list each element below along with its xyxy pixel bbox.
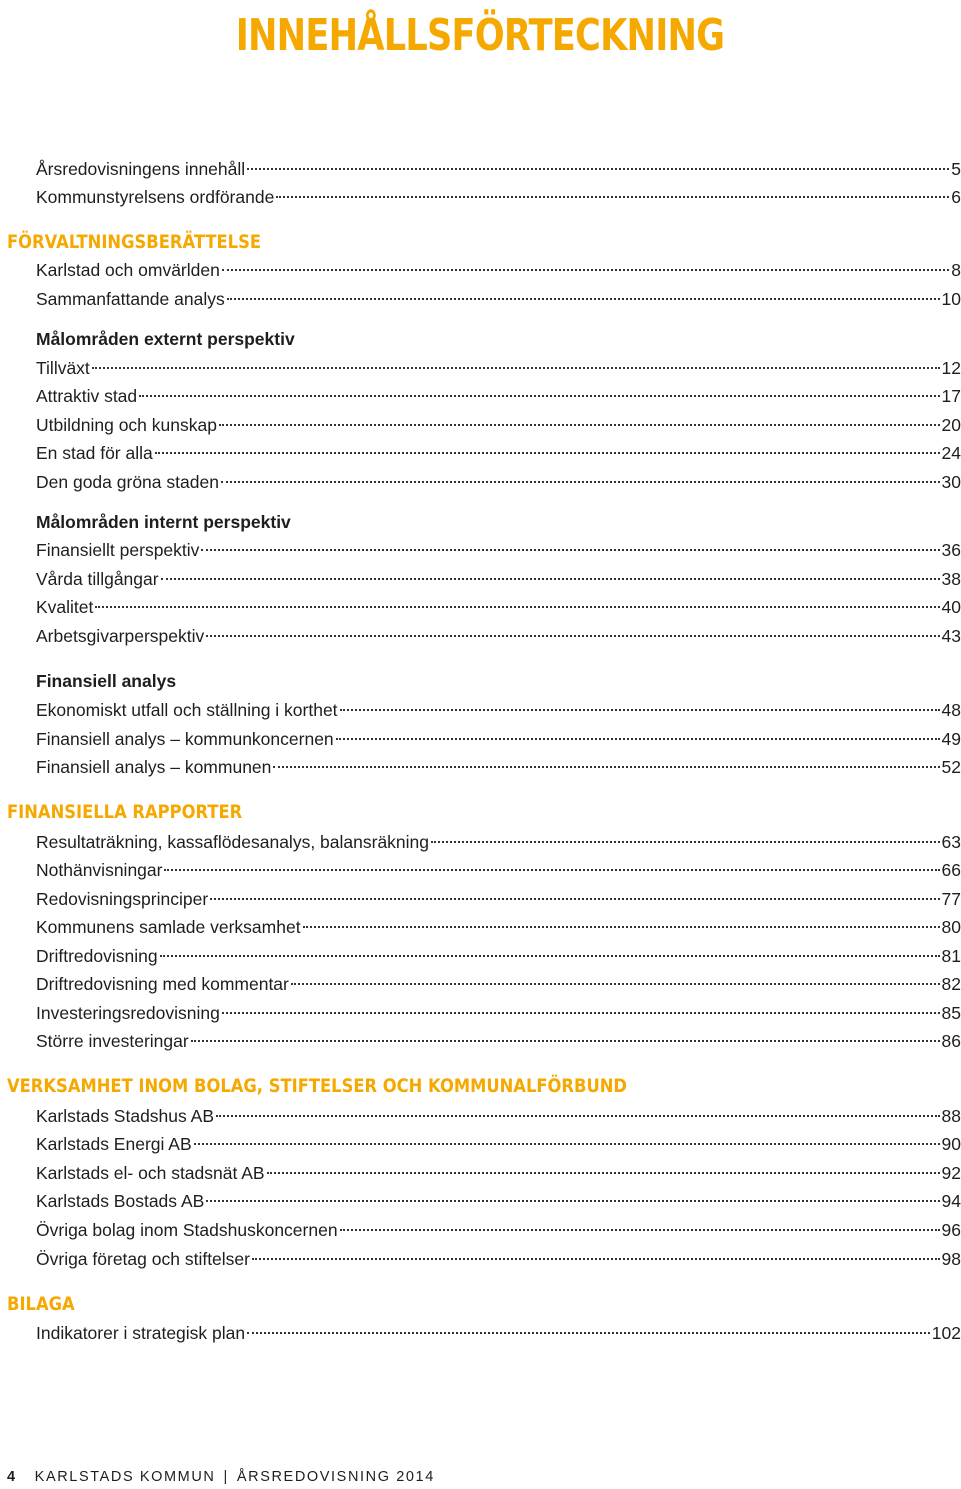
footer-page-number: 4 <box>7 1469 17 1485</box>
toc-entry-label: Övriga bolag inom Stadshuskoncernen <box>36 1220 338 1240</box>
toc-entry[interactable] <box>36 469 961 495</box>
toc-entry[interactable] <box>36 971 961 997</box>
toc-section-heading: FINANSIELLA RAPPORTER <box>7 801 243 823</box>
toc-entry[interactable] <box>36 156 961 182</box>
toc-subheading: Finansiell analys <box>36 671 177 691</box>
toc-page-number: 85 <box>941 1003 961 1023</box>
toc-entry[interactable] <box>36 286 961 312</box>
toc-page-number: 48 <box>941 700 961 720</box>
toc-entry-label: Finansiell analys – kommunkoncernen <box>36 729 334 749</box>
toc-page-number: 43 <box>941 626 961 646</box>
toc-page-number: 86 <box>941 1031 961 1051</box>
toc-entry[interactable] <box>36 594 961 620</box>
toc-page-number: 12 <box>941 358 961 378</box>
toc-page-number: 17 <box>941 386 961 406</box>
toc-subheading: Målområden internt perspektiv <box>36 512 291 532</box>
dot-leader <box>247 1332 930 1334</box>
toc-entry-label: Driftredovisning <box>36 946 158 966</box>
dot-leader <box>155 452 940 454</box>
toc-entry-label: Arbetsgivarperspektiv <box>36 626 205 646</box>
toc-entry-label: Investeringsredovisning <box>36 1003 220 1023</box>
toc-page-number: 90 <box>941 1134 961 1154</box>
toc-entry-label: Årsredovisningens innehåll <box>36 159 246 179</box>
page-title: INNEHÅLLSFÖRTECKNING <box>235 10 725 61</box>
dot-leader <box>95 606 939 608</box>
dot-leader <box>227 298 940 300</box>
dot-leader <box>210 898 939 900</box>
toc-entry-label: En stad för alla <box>36 443 153 463</box>
toc-page-number: 98 <box>941 1249 961 1269</box>
toc-entry[interactable] <box>36 1160 961 1186</box>
toc-page-number: 5 <box>951 159 961 179</box>
toc-page-number: 82 <box>941 974 961 994</box>
toc-entry-label: Vårda tillgångar <box>36 569 159 589</box>
footer-document-title: ÅRSREDOVISNING 2014 <box>236 1469 435 1485</box>
toc-page-number: 24 <box>941 443 961 463</box>
toc-entry[interactable] <box>36 857 961 883</box>
toc-section-heading: VERKSAMHET INOM BOLAG, STIFTELSER OCH KOMMUNALFÖRBUND <box>7 1075 627 1097</box>
footer-separator: | <box>223 1469 229 1485</box>
toc-entry-label: Den goda gröna staden <box>36 472 219 492</box>
toc-entry[interactable] <box>36 412 961 438</box>
toc-entry-label: Karlstads el- och stadsnät AB <box>36 1163 265 1183</box>
dot-leader <box>161 578 940 580</box>
toc-entry-label: Karlstad och omvärlden <box>36 260 220 280</box>
toc-page-number: 6 <box>951 187 961 207</box>
toc-entry[interactable] <box>36 257 961 283</box>
dot-leader <box>267 1172 940 1174</box>
toc-section-heading: FÖRVALTNINGSBERÄTTELSE <box>7 231 262 253</box>
toc-entry-label: Karlstads Energi AB <box>36 1134 192 1154</box>
toc-page-number: 10 <box>941 289 961 309</box>
toc-entry[interactable] <box>36 1000 961 1026</box>
toc-entry-label: Resultaträkning, kassaflödesanalys, balansräkning <box>36 832 430 852</box>
toc-entry[interactable] <box>36 943 961 969</box>
toc-entry-label: Kommunstyrelsens ordförande <box>36 187 275 207</box>
dot-leader <box>221 481 940 483</box>
dot-leader <box>431 841 940 843</box>
toc-entry[interactable] <box>36 1131 961 1157</box>
toc-page-number: 96 <box>941 1220 961 1240</box>
toc-entry-label: Utbildning och kunskap <box>36 415 217 435</box>
toc-entry-label: Finansiellt perspektiv <box>36 540 200 560</box>
toc-entry[interactable] <box>36 537 961 563</box>
toc-entry[interactable] <box>36 829 961 855</box>
toc-entry-label: Finansiell analys – kommunen <box>36 757 272 777</box>
toc-entry-label: Kommunens samlade verksamhet <box>36 917 301 937</box>
toc-subheading: Målområden externt perspektiv <box>36 329 295 349</box>
dot-leader <box>206 635 939 637</box>
dot-leader <box>340 1229 940 1231</box>
toc-entry-label: Övriga företag och stiftelser <box>36 1249 250 1269</box>
dot-leader <box>273 766 939 768</box>
dot-leader <box>139 395 939 397</box>
toc-page-number: 52 <box>941 757 961 777</box>
dot-leader <box>291 983 940 985</box>
toc-entry[interactable] <box>36 697 961 723</box>
toc-entry[interactable] <box>36 886 961 912</box>
dot-leader <box>191 1040 940 1042</box>
footer-publisher: KARLSTADS KOMMUN <box>34 1469 216 1485</box>
toc-page-number: 88 <box>941 1106 961 1126</box>
toc-entry[interactable] <box>36 383 961 409</box>
toc-page-number: 92 <box>941 1163 961 1183</box>
toc-page-number: 102 <box>931 1323 961 1343</box>
toc-page-number: 20 <box>941 415 961 435</box>
dot-leader <box>340 709 940 711</box>
dot-leader <box>303 926 940 928</box>
dot-leader <box>252 1258 940 1260</box>
dot-leader <box>216 1115 940 1117</box>
toc-page-number: 77 <box>941 889 961 909</box>
toc-section-heading: BILAGA <box>7 1293 75 1315</box>
dot-leader <box>247 168 949 170</box>
toc-entry[interactable] <box>36 1028 961 1054</box>
toc-page-number: 80 <box>941 917 961 937</box>
toc-entry-label: Karlstads Bostads AB <box>36 1191 205 1211</box>
toc-entry-label: Nothänvisningar <box>36 860 163 880</box>
toc-entry[interactable] <box>36 1188 961 1214</box>
toc-page-number: 30 <box>941 472 961 492</box>
toc-entry[interactable] <box>36 726 961 752</box>
toc-entry[interactable] <box>36 355 961 381</box>
toc-entry[interactable] <box>36 914 961 940</box>
toc-entry[interactable] <box>36 623 961 649</box>
toc-entry[interactable] <box>36 184 961 210</box>
toc-entry-label: Tillväxt <box>36 358 90 378</box>
toc-entry-label: Indikatorer i strategisk plan <box>36 1323 246 1343</box>
toc-entry[interactable] <box>36 440 961 466</box>
toc-entry[interactable] <box>36 1246 961 1272</box>
dot-leader <box>164 869 939 871</box>
dot-leader <box>92 367 940 369</box>
dot-leader <box>276 196 949 198</box>
toc-page-number: 81 <box>941 946 961 966</box>
toc-entry[interactable] <box>36 566 961 592</box>
toc-entry-label: Karlstads Stadshus AB <box>36 1106 215 1126</box>
toc-page-number: 8 <box>951 260 961 280</box>
toc-page-number: 38 <box>941 569 961 589</box>
toc-page-number: 49 <box>941 729 961 749</box>
toc-entry[interactable] <box>36 1103 961 1129</box>
toc-page-number: 40 <box>941 597 961 617</box>
dot-leader <box>160 955 940 957</box>
toc-entry-label: Kvalitet <box>36 597 94 617</box>
toc-page-number: 66 <box>941 860 961 880</box>
dot-leader <box>194 1143 940 1145</box>
toc-entry-label: Ekonomiskt utfall och ställning i korthet <box>36 700 338 720</box>
dot-leader <box>222 1012 940 1014</box>
dot-leader <box>336 738 940 740</box>
toc-entry-label: Attraktiv stad <box>36 386 138 406</box>
page-footer <box>7 1469 435 1485</box>
toc-entry-label: Redovisningsprinciper <box>36 889 209 909</box>
toc-entry[interactable] <box>36 754 961 780</box>
toc-entry[interactable] <box>36 1217 961 1243</box>
toc-entry-label: Driftredovisning med kommentar <box>36 974 289 994</box>
toc-entry-label: Sammanfattande analys <box>36 289 225 309</box>
dot-leader <box>222 269 949 271</box>
toc-entry[interactable] <box>36 1320 961 1346</box>
dot-leader <box>219 424 940 426</box>
dot-leader <box>201 549 939 551</box>
dot-leader <box>206 1200 939 1202</box>
toc-page-number: 63 <box>941 832 961 852</box>
toc-page-number: 94 <box>941 1191 961 1211</box>
toc-entry-label: Större investeringar <box>36 1031 189 1051</box>
toc-page-number: 36 <box>941 540 961 560</box>
